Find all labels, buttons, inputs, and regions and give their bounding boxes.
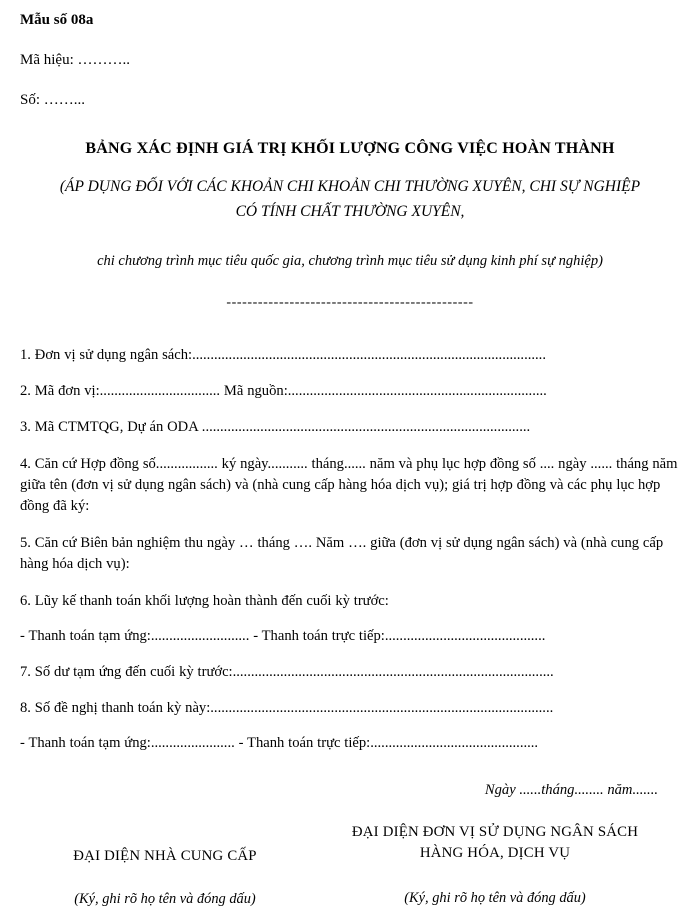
item-8-requested-payment: 8. Số đề nghị thanh toán kỳ này:..............................................................................................	[20, 700, 554, 716]
document-header	[20, 0, 680, 110]
date-line: Ngày ......tháng........ năm.......	[484, 782, 658, 798]
signature-block-budget-unit	[310, 822, 680, 908]
item-7-advance-balance: 7. Số dư tạm ứng đến cuối kỳ trước:........................................................................................	[20, 664, 554, 680]
supplier-signature-title: ĐẠI DIỆN NHÀ CUNG CẤP	[73, 848, 257, 864]
budget-unit-signature-title-line-1: ĐẠI DIỆN ĐƠN VỊ SỬ DỤNG NGÂN SÁCH	[351, 824, 639, 840]
item-6-sub-payment-lines: - Thanh toán tạm ứng:........................... - Thanh toán trực tiếp:............................................	[20, 628, 546, 644]
item-2-unit-code: 2. Mã đơn vị:................................. Mã nguồn:.......................................................................	[20, 383, 547, 399]
title-block	[20, 110, 680, 312]
document-title: BẢNG XÁC ĐỊNH GIÁ TRỊ KHỐI LƯỢNG CÔNG VIỆC HOÀN THÀNH	[85, 140, 615, 157]
document-body	[20, 312, 680, 754]
document-subtitle-line-3: chi chương trình mục tiêu quốc gia, chương trình mục tiêu sử dụng kinh phí sự nghiệp)	[97, 253, 603, 269]
document-subtitle-line-2: CÓ TÍNH CHẤT THƯỜNG XUYÊN,	[235, 203, 465, 220]
item-8-sub-payment-lines: - Thanh toán tạm ứng:....................... - Thanh toán trực tiếp:..............................................	[20, 735, 539, 751]
budget-unit-signature-title-line-2: HÀNG HÓA, DỊCH VỤ	[419, 845, 571, 861]
symbol-code-line: Mã hiệu: ………..	[20, 52, 130, 68]
item-5-acceptance-record: 5. Căn cứ Biên bản nghiệm thu ngày … tháng …. Năm …. giữa (đơn vị sử dụng ngân sách) và (nhà cung cấp hàng hóa dịch vụ):	[20, 535, 664, 572]
item-4-contract-basis: 4. Căn cứ Hợp đồng số................. ký ngày........... tháng...... năm và phụ lục hợp đồng số .... ngày ...... tháng năm giữa tên (đơn vị sử dụng ngân sách) và (nhà cung cấp hàng hóa dịch vụ); giá trị hợp đồng và các phụ lục hợp đồng đã ký:	[20, 456, 678, 514]
document-subtitle-line-1: (ÁP DỤNG ĐỐI VỚI CÁC KHOẢN CHI KHOẢN CHI THƯỜNG XUYÊN, CHI SỰ NGHIỆP	[59, 178, 641, 195]
separator-rule: -----------------------------------------------	[226, 295, 474, 310]
signature-row	[20, 800, 680, 909]
item-1-budget-unit: 1. Đơn vị sử dụng ngân sách:.................................................................................................	[20, 347, 546, 363]
form-code-label: Mẫu số 08a	[20, 12, 94, 28]
supplier-signature-note: (Ký, ghi rõ họ tên và đóng dấu)	[74, 891, 256, 907]
budget-unit-signature-note: (Ký, ghi rõ họ tên và đóng dấu)	[404, 890, 586, 906]
document-number-line: Số: ……...	[20, 92, 86, 108]
item-3-ctmtqg-code: 3. Mã CTMTQG, Dự án ODA ..........................................................................................	[20, 419, 531, 435]
signature-block-supplier	[20, 822, 310, 909]
item-6-accumulated-payment: 6. Lũy kế thanh toán khối lượng hoàn thành đến cuối kỳ trước:	[20, 593, 389, 609]
signature-area	[20, 754, 680, 909]
